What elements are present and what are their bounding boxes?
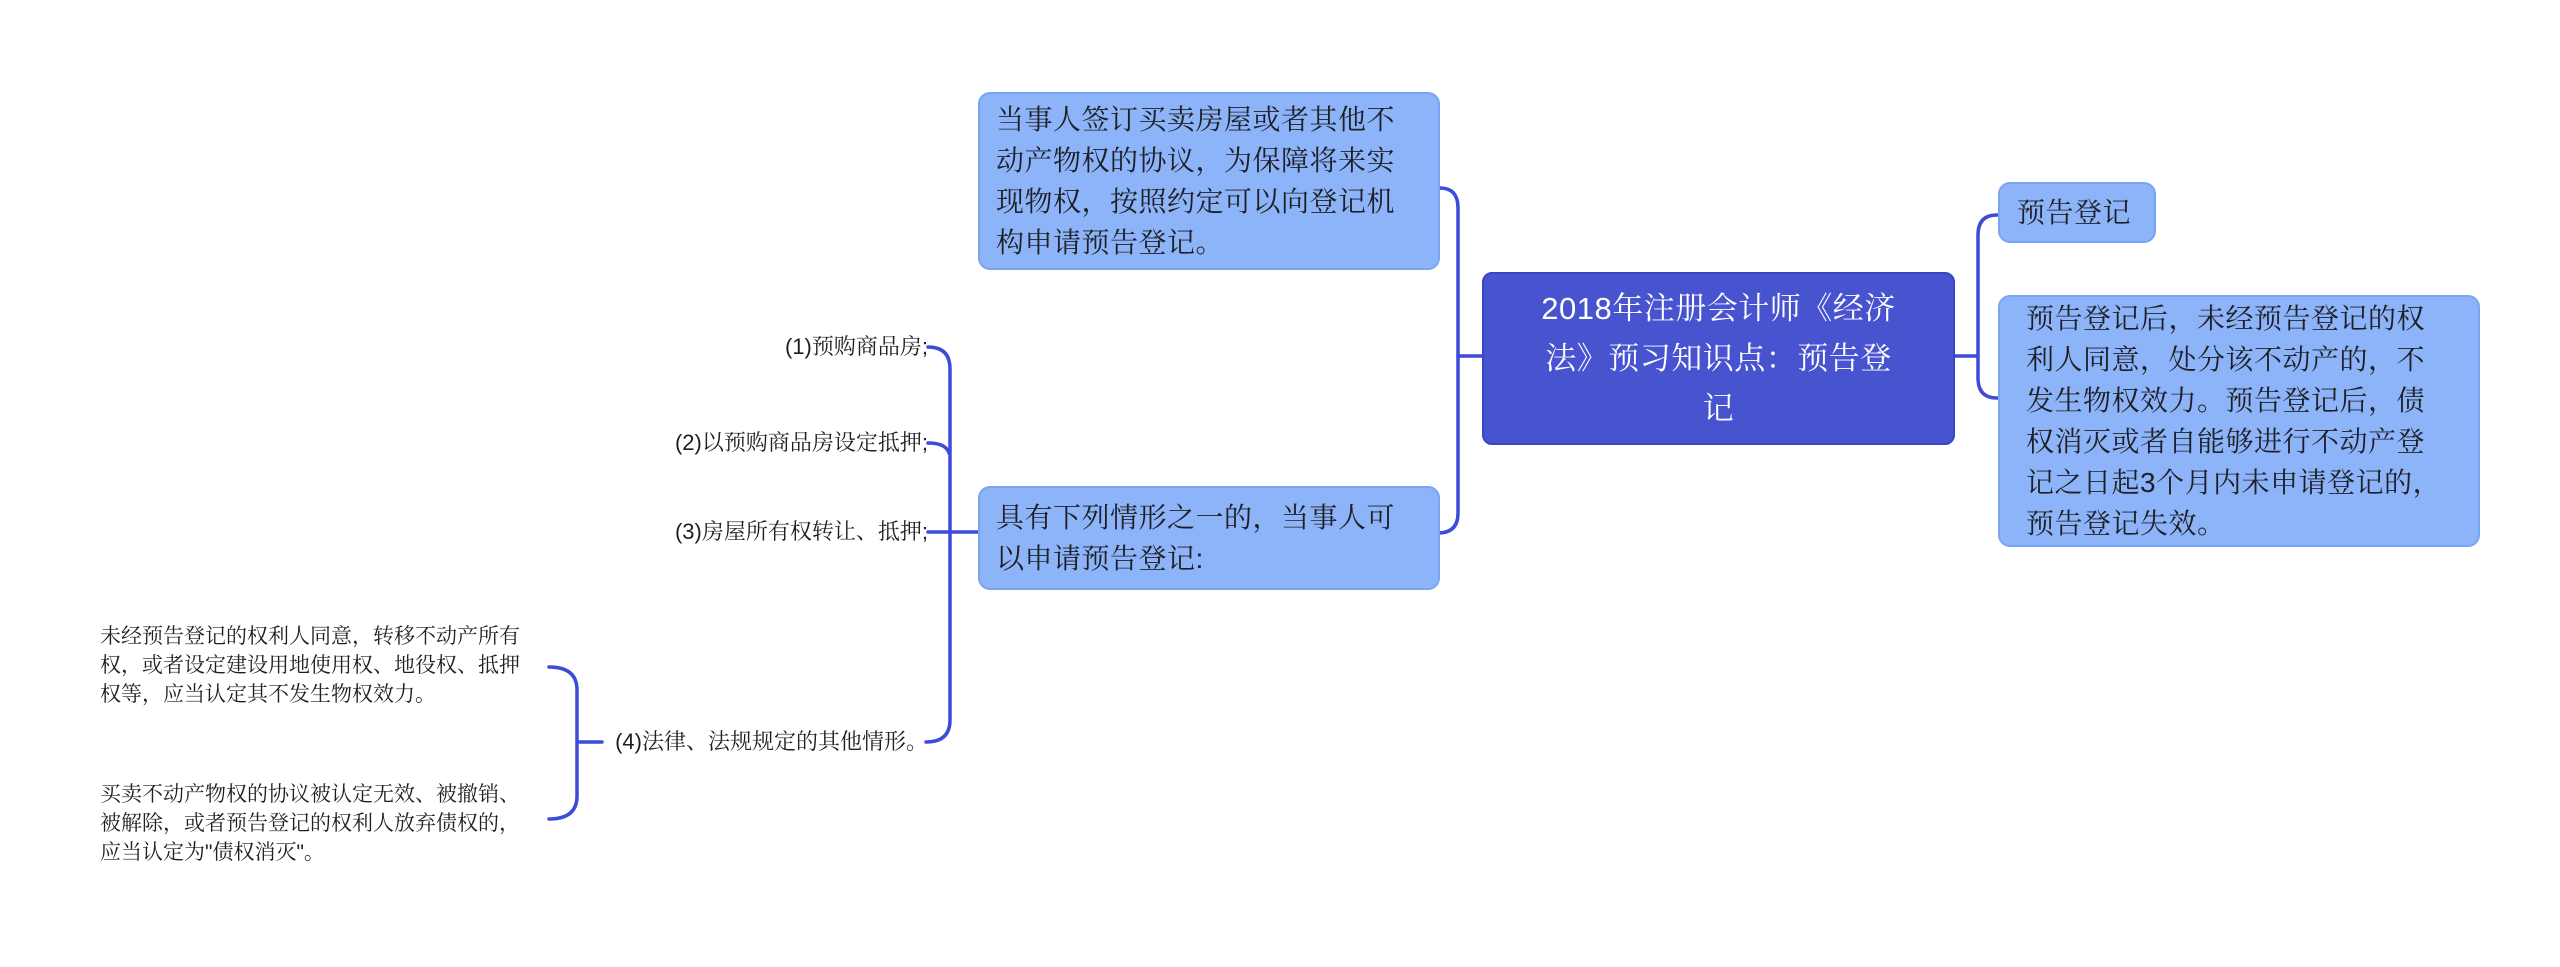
bracket-right-spine (1978, 215, 1997, 398)
definition-node (978, 92, 1440, 270)
effect-node-label: 预告登记后，未经预告登记的权利人同意，处分该不动产的，不发生物权效力。预告登记后，债权消灭或者自能够进行不动产登记之日起3个月内未申请登记的，预告登记失效。 (2026, 303, 2442, 539)
bracket-left-spine (1438, 188, 1458, 533)
effect-node (1998, 295, 2480, 547)
conditions-node (978, 486, 1440, 590)
condition-item-1: (1)预购商品房; (784, 334, 928, 359)
definition-node-label: 当事人签订买卖房屋或者其他不动产物权的协议，为保障将来实现物权，按照约定可以向登记机构申请预告登记。 (996, 104, 1396, 258)
root-node-label: 2018年注册会计师《经济法》预习知识点：预告登记 (1541, 290, 1896, 426)
item4-note-1: 未经预告登记的权利人同意，转移不动产所有权，或者设定建设用地使用权、地役权、抵押权等，应当认定其不发生物权效力。 (100, 625, 520, 706)
conditions-node-label: 具有下列情形之一的，当事人可以申请预告登记: (996, 502, 1396, 574)
condition-item-4: (4)法律、法规规定的其他情形。 (615, 729, 928, 754)
root-node (1482, 272, 1955, 445)
topic-node-label: 预告登记 (2017, 197, 2132, 228)
bracket-items-spine (926, 347, 950, 742)
bracket-items-hook-2 (928, 443, 949, 453)
condition-item-2: (2)以预购商品房设定抵押; (674, 430, 928, 455)
condition-item-3: (3)房屋所有权转让、抵押; (674, 519, 928, 544)
topic-node (1998, 182, 2156, 243)
item4-note-2: 买卖不动产物权的协议被认定无效、被撤销、被解除，或者预告登记的权利人放弃债权的，应当认定为"债权消灭"。 (100, 783, 520, 864)
